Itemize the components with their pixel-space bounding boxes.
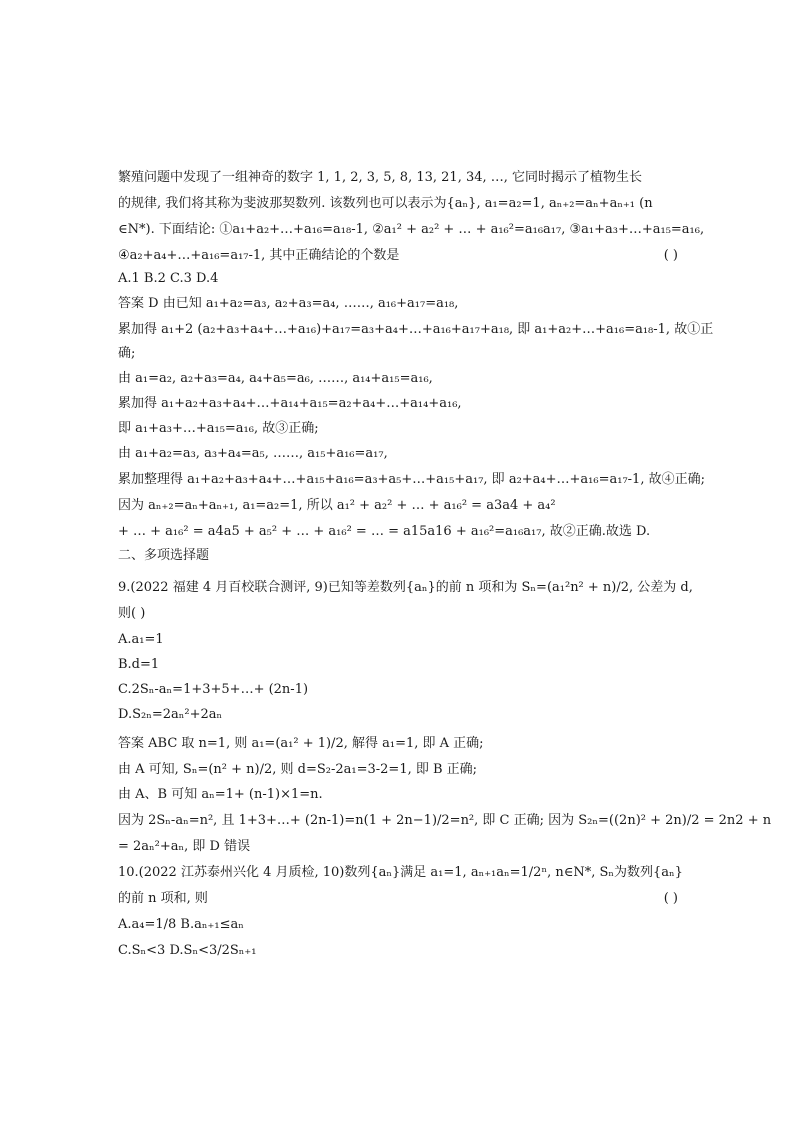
answer-parentheses: ( ) [663, 891, 678, 906]
question-10-line-1: 10.(2022 江苏泰州兴化 4 月质检, 10)数列{aₙ}满足 a₁=1, aₙ₊₁aₙ=1/2ⁿ, n∈N*, Sₙ为数列{aₙ} [118, 865, 683, 880]
answer-line: 确; [118, 346, 136, 361]
question-8-line-4-text: ④a₂+a₄+…+a₁₆=a₁₇-1, 其中正确结论的个数是 [118, 248, 400, 263]
question-10-line-2 [118, 891, 678, 907]
question-8-options: A.1 B.2 C.3 D.4 [118, 271, 219, 286]
answer-line: 累加得 a₁+a₂+a₃+a₄+…+a₁₄+a₁₅=a₂+a₄+…+a₁₄+a₁₆, [118, 396, 462, 411]
question-9-line-1: 9.(2022 福建 4 月百校联合测评, 9)已知等差数列{aₙ}的前 n 项和为 Sₙ=(a₁²n² + n)/2, 公差为 d, [118, 580, 693, 595]
section-heading: 二、多项选择题 [118, 548, 210, 563]
answer-line: 因为 aₙ₊₂=aₙ+aₙ₊₁, a₁=a₂=1, 所以 a₁² + a₂² + … + a₁₆² = a3a4 + a₄² [118, 498, 556, 513]
answer-line: 答案 ABC 取 n=1, 则 a₁=(a₁² + 1)/2, 解得 a₁=1, 即 A 正确; [118, 736, 484, 751]
question-8-line-4 [118, 248, 678, 264]
answer-line: 累加整理得 a₁+a₂+a₃+a₄+…+a₁₅+a₁₆=a₃+a₅+…+a₁₅+a₁₇, 即 a₂+a₄+…+a₁₆=a₁₇-1, 故④正确; [118, 472, 705, 487]
answer-line: 因为 2Sₙ-aₙ=n², 且 1+3+…+ (2n-1)=n(1 + 2n−1)/2=n², 即 C 正确; 因为 S₂ₙ=((2n)² + 2n)/2 = 2n2 + n [118, 813, 772, 828]
question-9 [118, 580, 772, 855]
question-9-option: D.S₂ₙ=2aₙ²+2aₙ [118, 707, 223, 722]
answer-line: = 2aₙ²+aₙ, 即 D 错误 [118, 839, 251, 854]
document-page [118, 170, 772, 959]
question-9-line-2: 则( ) [118, 606, 146, 621]
answer-line: + … + a₁₆² = a4a5 + a₅² + … + a₁₆² = … = a15a16 + a₁₆²=a₁₆a₁₇, 故②正确.故选 D. [118, 524, 651, 539]
answer-line: 累加得 a₁+2 (a₂+a₃+a₄+…+a₁₆)+a₁₇=a₃+a₄+…+a₁₆+a₁₇+a₁₈, 即 a₁+a₂+…+a₁₆=a₁₈-1, 故①正 [118, 322, 714, 337]
question-9-option: B.d=1 [118, 657, 160, 672]
question-10 [118, 865, 683, 959]
question-10-line-2-text: 的前 n 项和, 则 [118, 891, 208, 906]
question-8 [118, 170, 714, 540]
answer-line: 由 a₁=a₂, a₂+a₃=a₄, a₄+a₅=a₆, ……, a₁₄+a₁₅=a₁₆, [118, 371, 433, 386]
question-8-line-2: 的规律, 我们将其称为斐波那契数列. 该数列也可以表示为{aₙ}, a₁=a₂=1, aₙ₊₂=aₙ+aₙ₊₁ (n [118, 196, 653, 211]
answer-line: 由 A、B 可知 aₙ=1+ (n-1)×1=n. [118, 787, 323, 802]
question-9-option: C.2Sₙ-aₙ=1+3+5+…+ (2n-1) [118, 682, 309, 697]
question-8-line-1: 繁殖问题中发现了一组神奇的数字 1, 1, 2, 3, 5, 8, 13, 21, 34, …, 它同时揭示了植物生长 [118, 170, 643, 185]
question-8-line-3: ∈N*). 下面结论: ①a₁+a₂+…+a₁₆=a₁₈-1, ②a₁² + a₂² + … + a₁₆²=a₁₆a₁₇, ③a₁+a₃+…+a₁₅=a₁₆, [118, 222, 705, 237]
question-9-option: A.a₁=1 [118, 632, 164, 647]
answer-line: 答案 D 由已知 a₁+a₂=a₃, a₂+a₃=a₄, ……, a₁₆+a₁₇=a₁₈, [118, 296, 459, 311]
answer-parentheses: ( ) [663, 248, 678, 263]
question-10-option: C.Sₙ<3 D.Sₙ<3/2Sₙ₊₁ [118, 943, 257, 958]
answer-line: 由 a₁+a₂=a₃, a₃+a₄=a₅, ……, a₁₅+a₁₆=a₁₇, [118, 446, 388, 461]
answer-line: 由 A 可知, Sₙ=(n² + n)/2, 则 d=S₂-2a₁=3-2=1, 即 B 正确; [118, 762, 478, 777]
answer-line: 即 a₁+a₃+…+a₁₅=a₁₆, 故③正确; [118, 421, 319, 436]
question-10-option: A.a₄=1/8 B.aₙ₊₁≤aₙ [118, 917, 244, 932]
